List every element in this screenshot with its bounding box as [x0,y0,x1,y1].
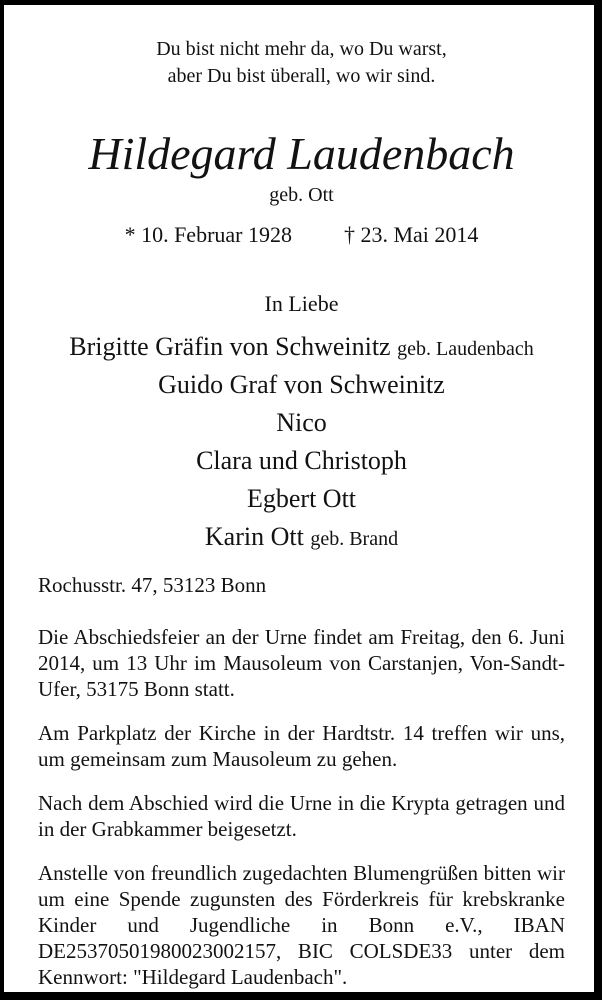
mourner-row [38,519,565,557]
mourner-row [38,329,565,367]
deceased-name: Hildegard Laudenbach [88,128,515,179]
maiden-name: geb. Ott [269,184,334,206]
mourner-name: Brigitte Gräfin von Schweinitz [69,332,391,361]
meeting-info-paragraph: Am Parkplatz der Kirche in der Hardtstr. 14 treffen wir uns, um gemeinsam zum Mausoleum zu gehen. [38,721,565,771]
donation-info-paragraph: Anstelle von freundlich zugedachten Blumengrüßen bitten wir um eine Spende zugunsten des Förderkreis für krebskranke Kinder und Jugendliche in Bonn e.V., IBAN DE25370501980023002157, BIC COLSDE33 unter dem Kennwort: "Hildegard Laudenbach". [38,861,565,989]
mourner-row [38,405,565,443]
birth-date: * 10. Februar 1928 [124,222,292,247]
life-dates [38,221,565,249]
mourner-name: Karin Ott [204,522,304,551]
epigraph [38,36,565,90]
mourner-suffix: geb. Laudenbach [397,338,534,360]
mourner-row [38,367,565,405]
dedication-line: In Liebe [264,291,339,316]
mourner-row [38,481,565,519]
mourner-row [38,443,565,481]
contact-address: Rochusstr. 47, 53123 Bonn [38,573,267,597]
epigraph-line-1: Du bist nicht mehr da, wo Du warst, [156,38,447,60]
death-date: † 23. Mai 2014 [343,222,479,247]
funeral-info-paragraph: Die Abschiedsfeier an der Urne findet am Freitag, den 6. Juni 2014, um 13 Uhr im Mausoleum von Carstanjen, Von-Sandt-Ufer, 53175 Bonn statt. [38,625,565,701]
mourner-name: Guido Graf von Schweinitz [158,370,445,399]
epigraph-line-2: aber Du bist überall, wo wir sind. [167,65,436,87]
mourner-name: Nico [276,408,327,437]
mourners-list [38,329,565,557]
mourner-suffix: geb. Brand [310,528,399,550]
mourner-name: Egbert Ott [246,484,357,513]
mourner-name: Clara und Christoph [196,446,407,475]
burial-info-paragraph: Nach dem Abschied wird die Urne in die Krypta getragen und in der Grabkammer beigesetzt. [38,791,565,841]
